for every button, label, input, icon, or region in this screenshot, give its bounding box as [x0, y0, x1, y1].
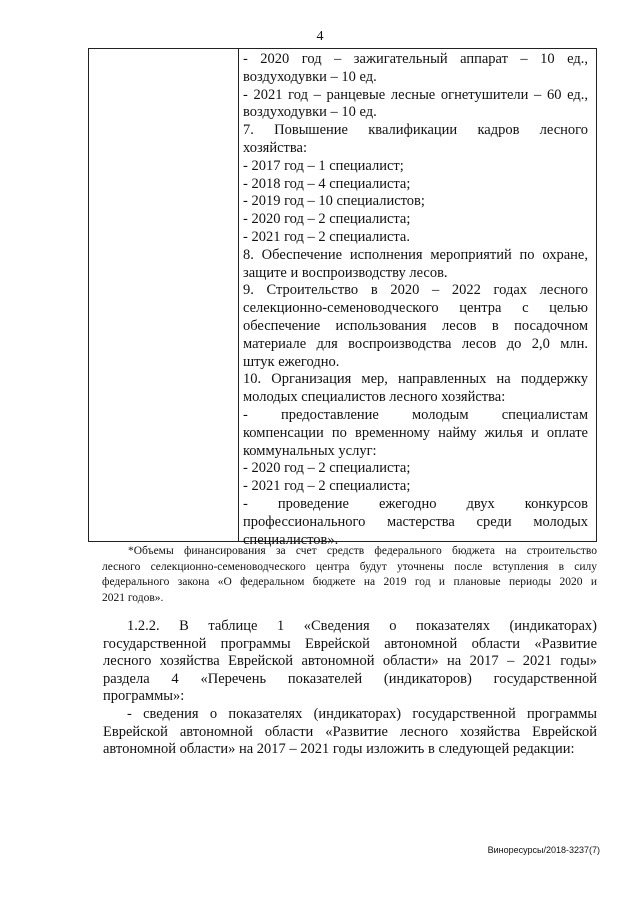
document-code: Виноресурсы/2018-3237(7) [487, 845, 600, 855]
table-line: - 2020 год – 2 специалиста; [243, 211, 411, 228]
table-line: 9. Строительство в 2020 – 2022 годах лесного [243, 282, 588, 299]
table-line: - 2019 год – 10 специалистов; [243, 193, 425, 210]
table-line: - предоставление молодым специалистам [243, 406, 588, 423]
table-line: селекционно-семеноводческого центра с целью [243, 300, 588, 317]
table-line: штук ежегодно. [243, 353, 340, 370]
paragraph-line: автономной области» на 2017 – 2021 годы изложить в следующей редакции: [103, 741, 575, 758]
table-line: - проведение ежегодно двух конкурсов [243, 495, 588, 512]
table-line: материале для воспроизводства лесов до 2,0 млн. [243, 335, 588, 352]
table-left-cell [89, 49, 239, 541]
table-line: - 2017 год – 1 специалист; [243, 157, 404, 174]
table-line: - 2018 год – 4 специалиста; [243, 175, 411, 192]
paragraph-line: государственной программы Еврейской автономной области «Развитие [103, 635, 597, 652]
main-text [103, 618, 597, 759]
footnote-line: 2021 годов». [102, 591, 164, 604]
table-line: молодых специалистов лесного хозяйства: [243, 389, 506, 406]
paragraph-line: лесного хозяйства Еврейской автономной области» на 2017 – 2021 годы» [103, 653, 597, 670]
table-line: - 2021 год – ранцевые лесные огнетушители – 60 ед., [243, 86, 588, 103]
table-line: - 2020 год – 2 специалиста; [243, 460, 411, 477]
table-line: воздуходувки – 10 ед. [243, 68, 377, 85]
table-line: специалистов». [243, 531, 339, 548]
footnote-line: лесного селекционно-семеноводческого центра будут уточнены после вступления в силу [102, 560, 597, 573]
paragraph-line: программы»: [103, 688, 185, 705]
table-line: хозяйства: [243, 139, 307, 156]
table-line: защите и воспроизводству лесов. [243, 264, 448, 281]
table-line: профессионального мастерства среди молодых [243, 513, 588, 530]
table-line: - 2021 год – 2 специалиста. [243, 228, 410, 245]
paragraph-line: раздела 4 «Перечень показателей (индикаторов) государственной [103, 670, 597, 687]
footnote-line: федерального закона «О федеральном бюджете на 2019 год и плановые периоды 2020 и [102, 576, 597, 588]
paragraph-line: Еврейской автономной области «Развитие лесного хозяйства Еврейской [103, 723, 597, 740]
table-line: - 2021 год – 2 специалиста; [243, 478, 411, 495]
table-line: 7. Повышение квалификации кадров лесного [243, 122, 588, 139]
table-line: 8. Обеспечение исполнения мероприятий по охране, [243, 246, 588, 263]
table-line: коммунальных услуг: [243, 442, 377, 459]
table [88, 48, 597, 548]
table-line: 10. Организация мер, направленных на поддержку [243, 371, 588, 388]
table-line: воздуходувки – 10 ед. [243, 104, 377, 121]
paragraph-line: 1.2.2. В таблице 1 «Сведения о показателях (индикаторах) [127, 618, 597, 634]
footnote [102, 544, 597, 606]
table-line: - 2020 год – зажигательный аппарат – 10 ед., [243, 51, 588, 67]
page-number: 4 [316, 29, 324, 44]
table-line: компенсации по временному найму жилья и оплате [243, 424, 588, 441]
paragraph-line: - сведения о показателях (индикаторах) государственной программы [127, 705, 597, 722]
table-right-cell [243, 51, 588, 549]
footnote-line: *Объемы финансирования за счет средств федерального бюджета на строительство [128, 545, 597, 557]
table-line: обеспечение использования лесов в посадочном [243, 317, 588, 334]
